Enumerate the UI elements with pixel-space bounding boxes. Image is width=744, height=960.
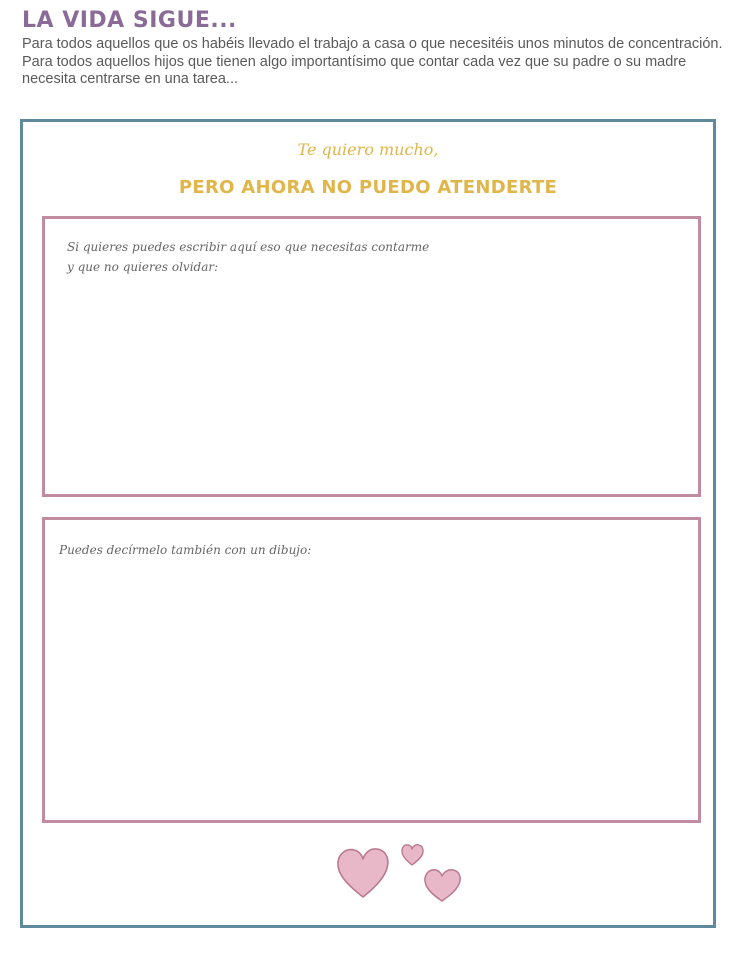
heart-medium-icon <box>425 870 460 901</box>
card-heading: PERO AHORA NO PUEDO ATENDERTE <box>178 177 558 198</box>
heart-small-icon <box>402 845 423 865</box>
intro-text: Para todos aquellos que os habéis llevado el trabajo a casa o que necesitéis unos minutos de concentración. Para todos aquellos hijos que tienen algo importantísimo que contar cada vez que su padre o su madre necesita centrarse en una tarea... <box>22 36 723 87</box>
hearts-icon <box>335 835 469 905</box>
heart-large-icon <box>338 849 388 897</box>
write-box[interactable] <box>42 216 701 497</box>
draw-box[interactable] <box>42 517 701 823</box>
card-frame <box>20 119 716 928</box>
draw-box-prompt: Puedes decírmelo también con un dibujo: <box>59 543 312 557</box>
page-title: LA VIDA SIGUE... <box>22 8 237 33</box>
write-box-prompt: Si quieres puedes escribir aquí eso que necesitas contarme y que no quieres olvidar: <box>67 240 430 274</box>
greeting-text: Te quiero mucho, <box>297 140 439 159</box>
